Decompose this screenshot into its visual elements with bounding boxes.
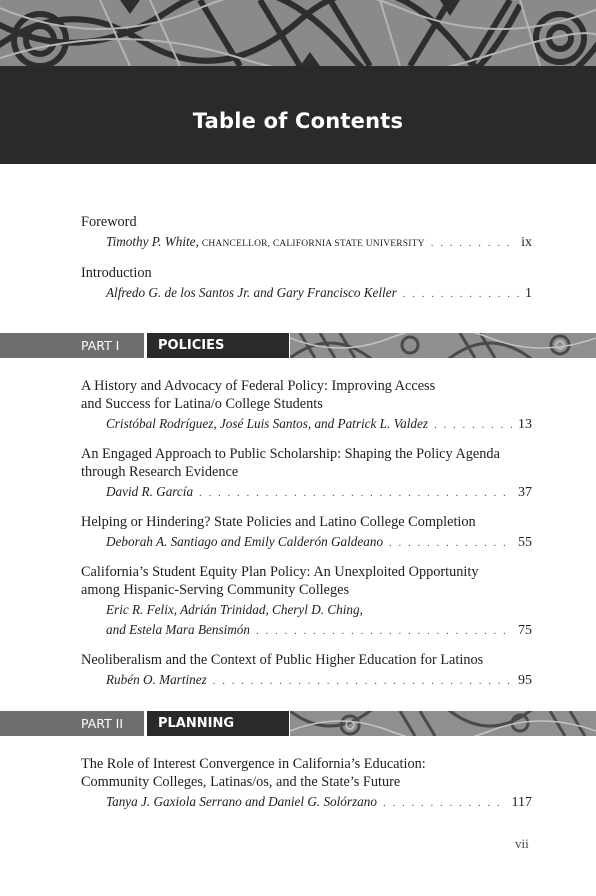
entry-author: Tanya J. Gaxiola Serrano and Daniel G. Solórzano [106,794,377,809]
toc-entry [81,563,532,641]
page-title: Table of Contents [192,109,404,133]
entry-title-line: and Success for Latina/o College Students [81,396,323,412]
part-name: POLICIES [147,333,289,358]
entry-page-number: 1 [525,286,532,301]
part-heading-policies [0,333,596,358]
part-name: PLANNING [147,711,289,736]
entry-affiliation: CHANCELLOR, CALIFORNIA STATE UNIVERSITY [201,239,425,249]
entry-author-line [81,232,532,254]
toc-entry [81,377,532,435]
entry-author: Timothy P. White, [106,234,199,249]
entry-page-number: 13 [518,417,532,432]
part-decorative-pattern [290,333,596,358]
entry-page-number: 117 [511,795,532,810]
band-pattern-graphic [290,333,596,358]
dot-leader [403,284,519,304]
entry-author: Rubén O. Martinez [106,672,207,687]
entry-title-line: An Engaged Approach to Public Scholarship: Shaping the Policy Agenda [81,446,500,462]
entry-title-line: Community Colleges, Latinas/os, and the State’s Future [81,774,401,790]
entry-title-line: among Hispanic-Serving Community Colleges [81,582,350,598]
dot-leader [213,671,512,691]
dot-leader [383,793,506,813]
part-number: PART I [0,333,144,358]
entry-author: and Estela Mara Bensimón [106,622,250,637]
entry-page-number: ix [521,235,532,250]
entry-author-line [81,670,532,691]
toc-entry [81,651,532,691]
entry-title: Foreword [81,214,137,230]
part-number: PART II [0,711,144,736]
toc-entry [81,445,532,503]
entry-author: Deborah A. Santiago and Emily Calderón Galdeano [106,534,384,549]
toc-entry-foreword [81,213,532,254]
entry-author-line [81,482,532,503]
dot-leader [389,533,512,553]
front-matter-list [81,213,532,314]
entry-page-number: 95 [518,673,532,688]
part-heading-planning [0,711,596,736]
tribal-pattern-graphic [0,0,596,66]
entry-author-line [81,600,532,620]
entry-author: Eric R. Felix, Adrián Trinidad, Cheryl D. Ching, [106,602,363,617]
entry-title: Introduction [81,265,152,281]
entry-author: Cristóbal Rodríguez, José Luis Santos, and Patrick L. Valdez [106,416,428,431]
entry-title-line: A History and Advocacy of Federal Policy: Improving Access [81,378,436,394]
entry-title-line: Helping or Hindering? State Policies and Latino College Completion [81,514,476,530]
page-folio: vii [515,836,529,851]
entry-page-number: 75 [518,623,532,638]
entry-author-line [81,283,532,304]
entry-author-line [81,792,532,813]
dot-leader [199,483,512,503]
entry-author-line [81,620,532,641]
entry-author-line [81,414,532,435]
entry-page-number: 55 [518,535,532,550]
band-pattern-graphic [290,711,596,736]
dot-leader [256,621,512,641]
toc-entry [81,513,532,553]
dot-leader [434,415,512,435]
entry-page-number: 37 [518,485,532,500]
entry-author-line [81,532,532,553]
toc-entry [81,755,532,813]
entry-author: Alfredo G. de los Santos Jr. and Gary Francisco Keller [106,285,397,300]
header-title-bar [0,66,596,164]
header-decorative-pattern [0,0,596,66]
dot-leader [431,233,515,253]
entry-author: David R. García [106,484,194,499]
entry-title-line: California’s Student Equity Plan Policy: An Unexploited Opportunity [81,564,479,580]
entry-title-line: The Role of Interest Convergence in California’s Education: [81,756,426,772]
toc-entry-introduction [81,264,532,304]
part-decorative-pattern [290,711,596,736]
entry-title-line: through Research Evidence [81,464,239,480]
part-two-chapter-list [81,755,532,823]
entry-title-line: Neoliberalism and the Context of Public Higher Education for Latinos [81,652,484,668]
part-one-chapter-list [81,377,532,701]
